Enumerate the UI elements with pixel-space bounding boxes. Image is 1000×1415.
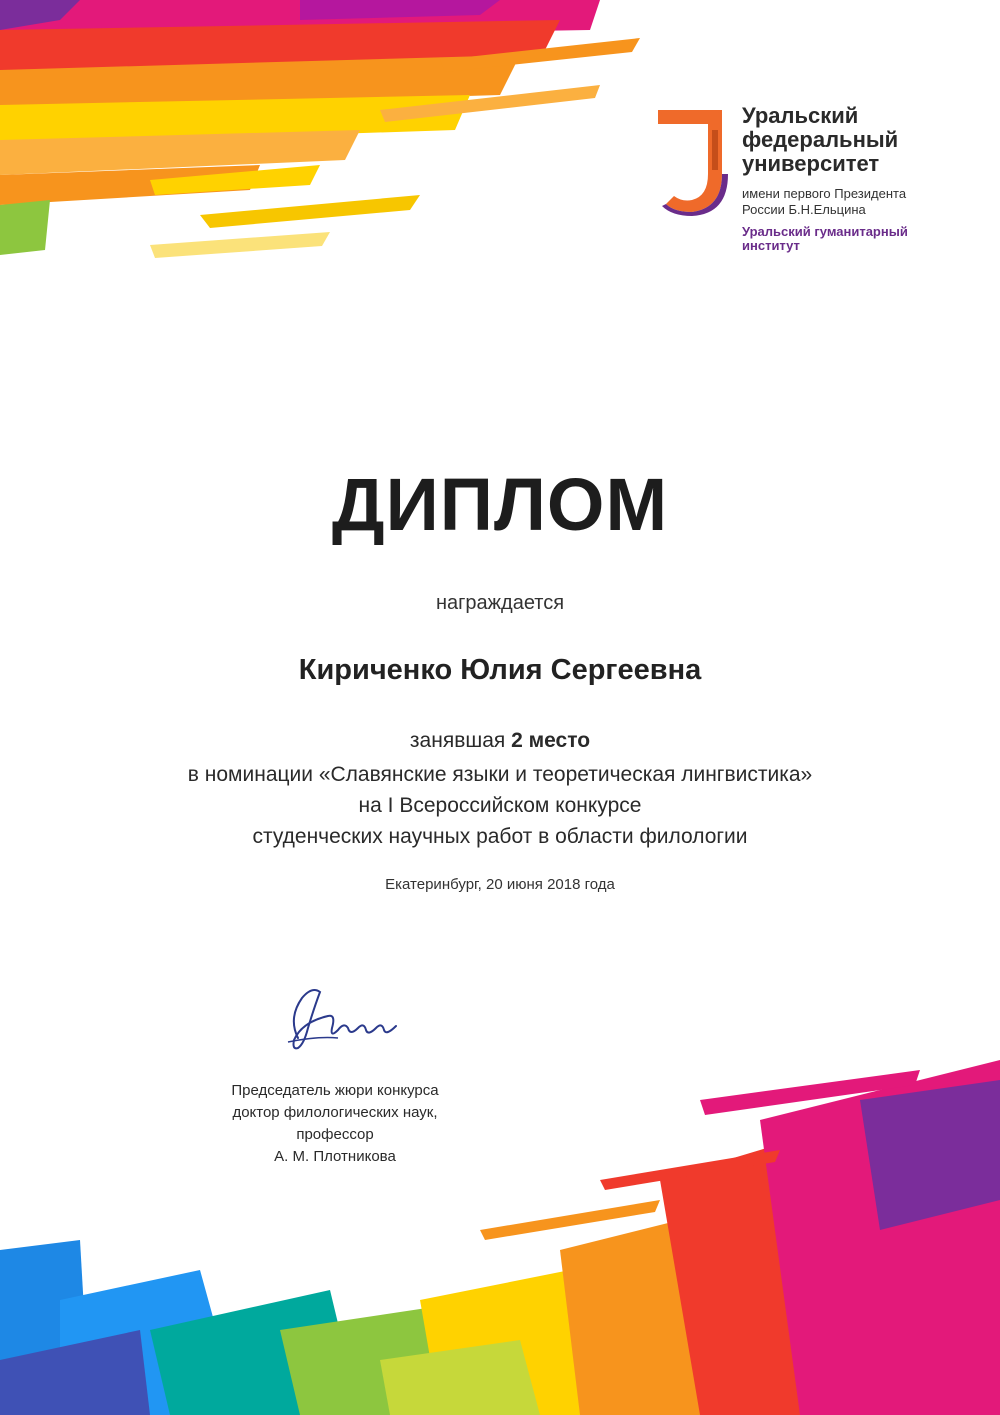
institute-name-line1: Уральский гуманитарный — [742, 224, 908, 239]
contest-line-2: студенческих научных работ в области филологии — [252, 825, 748, 848]
bottom-stripes — [0, 1060, 1000, 1415]
recipient-name: Кириченко Юлия Сергеевна — [298, 654, 702, 686]
jury-line-1: Председатель жюри конкурса — [231, 1082, 439, 1099]
jury-chair-block — [210, 1080, 460, 1168]
university-subtitle-line2: России Б.Н.Ельцина — [742, 202, 866, 217]
university-name — [742, 104, 898, 176]
university-logo — [652, 104, 952, 264]
university-name-line1: Уральский — [742, 103, 859, 128]
jury-line-2: доктор филологических наук, — [232, 1104, 438, 1121]
contest-line-1: на I Всероссийском конкурсе — [358, 794, 642, 817]
jury-chair-name: А. М. Плотникова — [274, 1148, 396, 1165]
date-line: Екатеринбург, 20 июня 2018 года — [385, 876, 615, 893]
place-prefix: занявшая — [409, 729, 506, 752]
university-subtitle — [742, 186, 906, 218]
jury-line-3: профессор — [296, 1126, 374, 1143]
diploma-title: ДИПЛОМ — [331, 463, 669, 546]
awarded-text: награждается — [435, 592, 565, 614]
signature-icon — [268, 978, 408, 1058]
institute-name-line2: институт — [742, 238, 800, 253]
top-left-stripes — [0, 0, 640, 258]
institute-name — [742, 225, 908, 253]
nomination-line: в номинации «Славянские языки и теоретическая лингвистика» — [187, 763, 813, 786]
university-name-line2: федеральный — [742, 127, 899, 152]
place-line — [0, 729, 1000, 753]
university-subtitle-line1: имени первого Президента — [742, 186, 907, 201]
urfu-emblem-icon — [652, 104, 734, 216]
place-value: 2 место — [511, 729, 591, 752]
university-name-line3: университет — [742, 151, 880, 176]
